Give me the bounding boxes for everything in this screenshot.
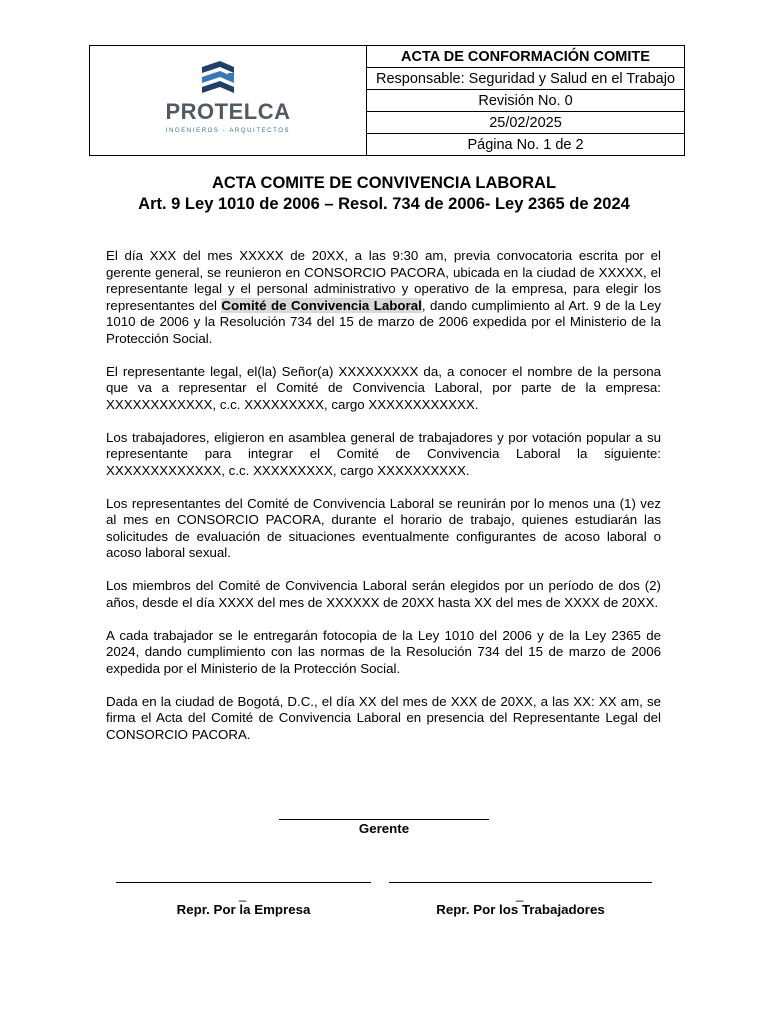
workers-rep-underscore: _: [516, 887, 524, 902]
date-cell: 25/02/2025: [367, 112, 685, 134]
highlighted-committee-name: Comité de Convivencia Laboral: [221, 297, 422, 313]
company-rep-underscore: _: [239, 887, 247, 902]
document-body: [106, 248, 661, 760]
workers-rep-signature-label: Repr. Por los Trabajadores: [436, 902, 605, 917]
document-header-table: [89, 45, 685, 156]
logo-mark-icon: [200, 59, 238, 95]
logo-tagline: INGENIEROS - ARQUITECTOS: [165, 127, 291, 134]
logo-wordmark: PROTELCA: [165, 98, 291, 124]
paragraph-5: Los miembros del Comité de Convivencia Laboral serán elegidos por un período de dos (2) años, desde el día XXXX del mes de XXXXXX de 20XX hasta XX del mes de XXXX de 20XX.: [106, 578, 661, 610]
manager-signature-line: [279, 819, 489, 820]
revision-cell: Revisión No. 0: [367, 90, 685, 112]
manager-signature-label: Gerente: [358, 821, 410, 836]
workers-rep-signature-line: [389, 882, 652, 883]
responsible-cell: Responsable: Seguridad y Salud en el Trabajo: [367, 68, 685, 90]
paragraph-1: [106, 248, 661, 347]
company-rep-signature-line: [116, 882, 371, 883]
document-title: ACTA COMITE DE CONVIVENCIA LABORAL: [211, 174, 557, 192]
paragraph-6: A cada trabajador se le entregarán fotocopia de la Ley 1010 del 2006 y de la Ley 2365 de 2024, dando cumplimiento con las normas de la Resolución 734 del 15 de marzo de 2006 expedida por el Ministerio de la Protección Social.: [106, 627, 661, 676]
paragraph-1-start: El día XXX del mes XXXXX de 20XX, a las 9:30 am, previa convocatoria escrita por el gerente general, se reunieron en CONSORCIO PACORA, ubicada en la ciudad de XXXXX, el representante legal y el personal administrativo y operativo de la empresa, para elegir los representantes del: [106, 248, 661, 313]
paragraph-1-end: , dando cumplimiento al Art. 9 de la Ley 1010 de 2006 y la Resolución 734 del 15 de marzo de 2006 expedida por el Ministerio de la Protección Social.: [106, 297, 661, 346]
paragraph-4: Los representantes del Comité de Convivencia Laboral se reunirán por lo menos una (1) vez al mes en CONSORCIO PACORA, durante el horario de trabajo, quienes estudiarán las solicitudes de evaluación de situaciones eventualmente configurantes de acoso laboral o acoso laboral sexual.: [106, 495, 661, 560]
company-rep-signature-label: Repr. Por la Empresa: [176, 902, 311, 917]
logo-cell: [90, 46, 367, 156]
paragraph-2: El representante legal, el(la) Señor(a) XXXXXXXXX da, a conocer el nombre de la persona que va a representar el Comité de Convivencia Laboral, por parte de la empresa: XXXXXXXXXXXX, c.c. XXXXXXXXX, cargo XXXXXXXXXXXX.: [106, 363, 661, 412]
paragraph-7: Dada en la ciudad de Bogotá, D.C., el día XX del mes de XXX de 20XX, a las XX: XX am, se firma el Acta del Comité de Convivencia Laboral en presencia del Representante Legal del CONSORCIO PACORA.: [106, 693, 661, 742]
document-subtitle: Art. 9 Ley 1010 de 2006 – Resol. 734 de 2006- Ley 2365 de 2024: [138, 195, 630, 213]
company-logo: [90, 48, 366, 154]
page-number-cell: Página No. 1 de 2: [367, 134, 685, 156]
paragraph-3: Los trabajadores, eligieron en asamblea general de trabajadores y por votación popular a su representante para integrar el Comité de Convivencia Laboral la siguiente: XXXXXXXXXXXXX, c.c. XXXXXXXXX, cargo XXXXXXXXXX.: [106, 429, 661, 478]
doc-title-cell: ACTA DE CONFORMACIÓN COMITE: [367, 46, 685, 68]
